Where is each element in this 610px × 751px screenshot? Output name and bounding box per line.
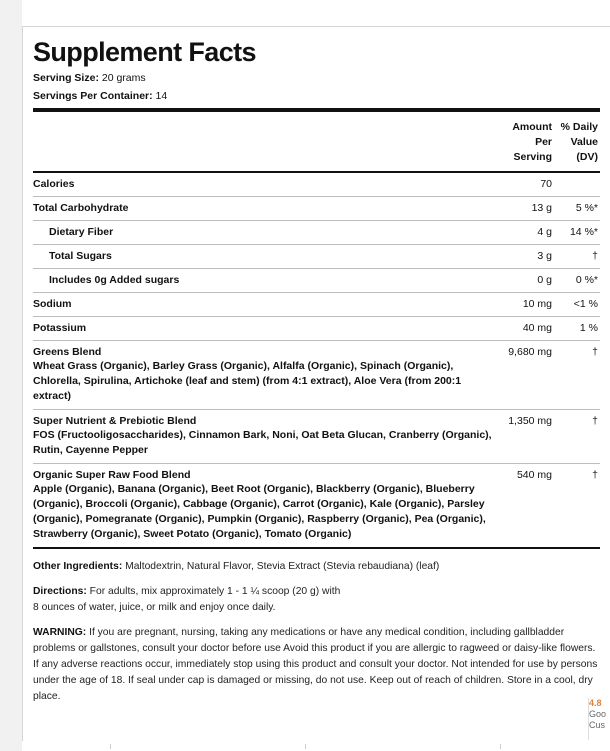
- table-row: [33, 269, 600, 293]
- serving-size-value: 20 grams: [101, 72, 146, 84]
- blend-row-raw-food: [33, 464, 600, 548]
- blend-dv: †: [560, 410, 600, 464]
- blend-amount: 9,680 mg: [497, 341, 560, 410]
- blend-name: Super Nutrient & Prebiotic Blend: [33, 415, 197, 427]
- other-ingredients: [33, 559, 600, 575]
- row-name: Total Carbohydrate: [33, 197, 497, 221]
- row-dv: [560, 172, 600, 197]
- nutrition-table: [33, 112, 600, 547]
- row-amount: 70: [497, 172, 560, 197]
- warning: [33, 625, 600, 705]
- other-ingredients-text: Maltodextrin, Natural Flavor, Stevia Extract (Stevia rebaudiana) (leaf): [125, 561, 440, 572]
- blend-amount: 1,350 mg: [497, 410, 560, 464]
- label-notes: [33, 559, 600, 705]
- bottom-divider-tick: [110, 744, 111, 749]
- row-name: Includes 0g Added sugars: [33, 269, 497, 293]
- warning-label: WARNING:: [33, 627, 87, 638]
- bottom-divider-tick: [305, 744, 306, 749]
- blend-dv: †: [560, 464, 600, 548]
- row-name: Total Sugars: [33, 245, 497, 269]
- supplement-facts-label: [33, 37, 600, 714]
- row-dv: 0 %*: [560, 269, 600, 293]
- row-amount: 10 mg: [497, 293, 560, 317]
- table-row: [33, 245, 600, 269]
- row-dv: 5 %*: [560, 197, 600, 221]
- row-dv: †: [560, 245, 600, 269]
- row-name: Sodium: [33, 293, 497, 317]
- row-name: Calories: [33, 172, 497, 197]
- directions-label: Directions:: [33, 586, 87, 597]
- directions: [33, 584, 600, 616]
- blend-amount: 540 mg: [497, 464, 560, 548]
- blend-row-prebiotic: [33, 410, 600, 464]
- blend-name: Greens Blend: [33, 346, 102, 358]
- blend-ingredients: Wheat Grass (Organic), Barley Grass (Organic), Alfalfa (Organic), Spinach (Organic), Chlorella, Spirulina, Artichoke (leaf and stem) (from 4:1 extract), Aloe Vera (from 200:1 extract): [33, 360, 462, 402]
- row-dv: <1 %: [560, 293, 600, 317]
- row-amount: 0 g: [497, 269, 560, 293]
- row-amount: 40 mg: [497, 317, 560, 341]
- row-amount: 3 g: [497, 245, 560, 269]
- rating-score: 4.8: [589, 698, 602, 708]
- serving-size-label: Serving Size:: [33, 72, 99, 84]
- table-header: [33, 112, 600, 172]
- blend-row-greens: [33, 341, 600, 410]
- row-name: Potassium: [33, 317, 497, 341]
- rating-badge[interactable]: [588, 698, 610, 740]
- blend-dv: †: [560, 341, 600, 410]
- table-row: [33, 221, 600, 245]
- other-ingredients-label: Other Ingredients:: [33, 561, 123, 572]
- row-amount: 13 g: [497, 197, 560, 221]
- servings-label: Servings Per Container:: [33, 90, 153, 102]
- header-amount: Amount Per Serving: [512, 121, 552, 163]
- page-title: Supplement Facts: [33, 37, 256, 67]
- directions-line-2: 8 ounces of water, juice, or milk and enjoy once daily.: [33, 602, 276, 613]
- header-blank: [33, 112, 497, 172]
- warning-text: If you are pregnant, nursing, taking any medications or have any medical condition, including gallbladder problems or gallstones, consult your doctor before use Avoid this product if you are allergic to ragweed or daisy-like flowers. If any adverse reactions occur, immediately stop using this product and consult your doctor. Not intended for use by persons under the age of 18. If seal under cap is damaged or missing, do not use. Keep out of reach of children. Store in a cool, dry place.: [33, 627, 598, 702]
- table-row: [33, 317, 600, 341]
- blend-ingredients: Apple (Organic), Banana (Organic), Beet Root (Organic), Blackberry (Organic), Blueberry (Organic), Broccoli (Organic), Cabbage (Organic), Carrot (Organic), Kale (Organic), Parsley (Organic), Pomegranate (Organic), Pumpkin (Organic), Raspberry (Organic), Pea (Organic), Strawberry (Organic), Sweet Potato (Organic), Tomato (Organic): [33, 483, 486, 540]
- servings-per-container: [33, 89, 600, 103]
- row-name: Dietary Fiber: [33, 221, 497, 245]
- rating-line-1: Goo: [589, 709, 607, 719]
- bottom-rule: [33, 547, 600, 549]
- row-dv: 1 %: [560, 317, 600, 341]
- header-daily-value: % Daily Value (DV): [560, 121, 598, 163]
- blend-name: Organic Super Raw Food Blend: [33, 469, 191, 481]
- table-row: [33, 197, 600, 221]
- left-gutter: [0, 0, 22, 751]
- table-row: [33, 293, 600, 317]
- rating-line-2: Cus: [589, 720, 606, 730]
- directions-line-1: For adults, mix approximately 1 - 1 ¼ scoop (20 g) with: [89, 586, 341, 597]
- blend-ingredients: FOS (Fructooligosaccharides), Cinnamon Bark, Noni, Oat Beta Glucan, Cranberry (Organic), Rutin, Cayenne Pepper: [33, 429, 492, 456]
- servings-value: 14: [155, 90, 168, 102]
- row-amount: 4 g: [497, 221, 560, 245]
- supplement-facts-panel: [22, 26, 610, 741]
- serving-size: [33, 71, 600, 85]
- table-row: [33, 172, 600, 197]
- bottom-divider-tick: [500, 744, 501, 749]
- row-dv: 14 %*: [560, 221, 600, 245]
